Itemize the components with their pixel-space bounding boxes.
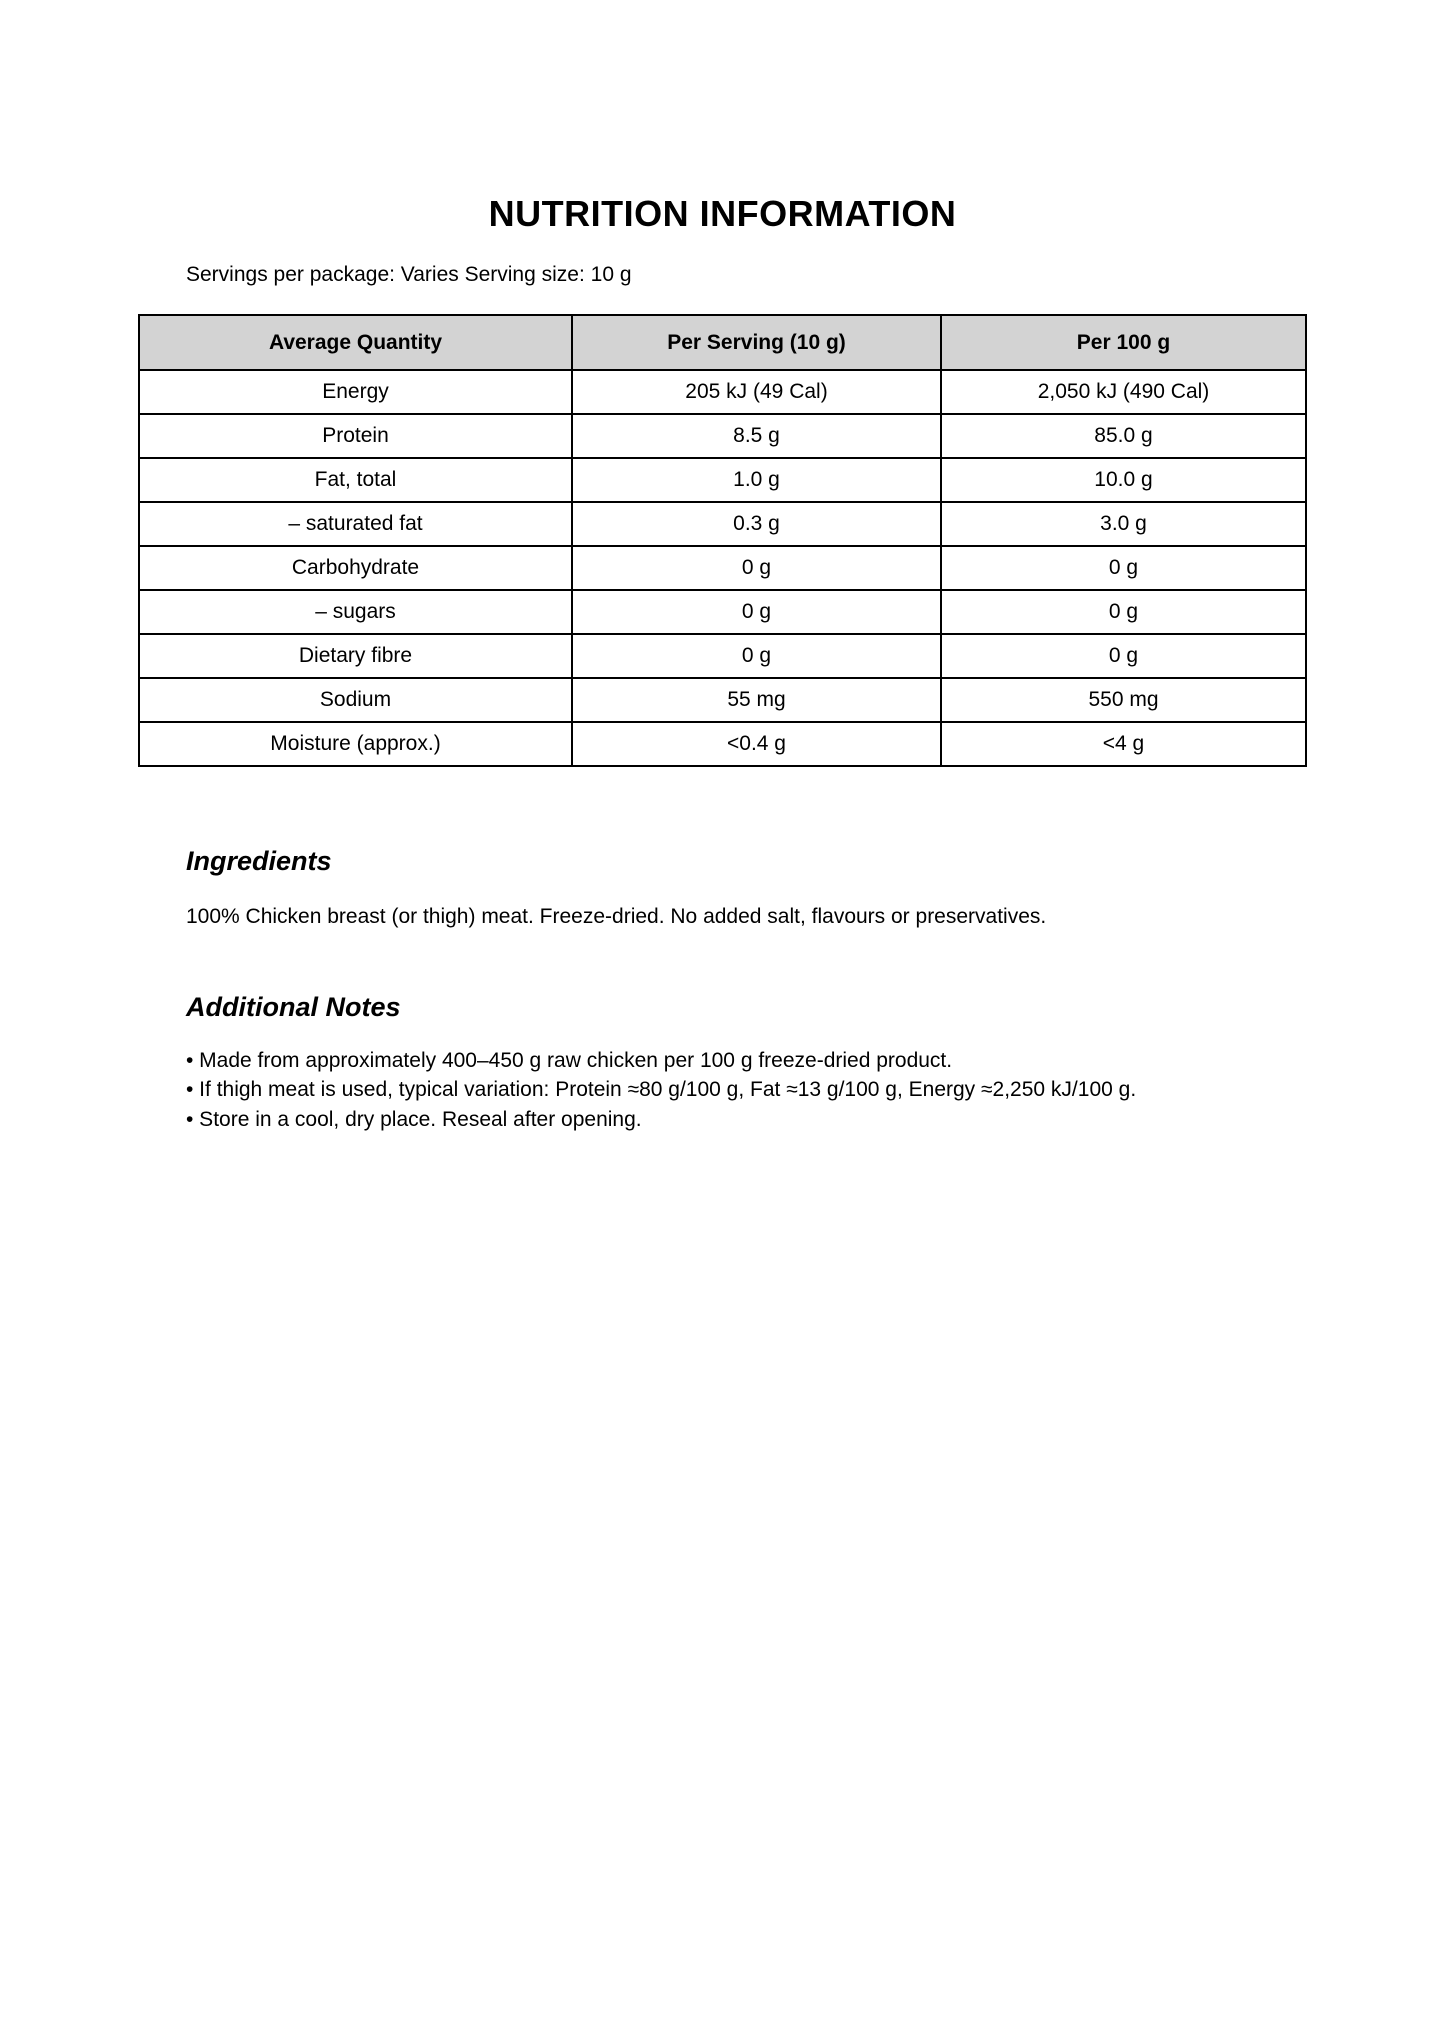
table-row-energy [139,370,1306,414]
cell-per-100g: 0 g [941,590,1306,634]
table-row-fat-total [139,458,1306,502]
cell-per-100g: 0 g [941,546,1306,590]
cell-per-100g: 85.0 g [941,414,1306,458]
row-label: Energy [139,370,572,414]
ingredients-text: 100% Chicken breast (or thigh) meat. Freeze-dried. No added salt, flavours or preservatives. [186,904,1047,928]
table-row-dietary-fibre [139,634,1306,678]
table-header-row [139,315,1306,370]
table-row-sugars [139,590,1306,634]
nutrition-table [138,314,1307,767]
cell-per-100g: 550 mg [941,678,1306,722]
row-label: – saturated fat [139,502,572,546]
row-label: Moisture (approx.) [139,722,572,766]
cell-per-100g: <4 g [941,722,1306,766]
note-item: • Store in a cool, dry place. Reseal after opening. [186,1107,642,1131]
row-label: Fat, total [139,458,572,502]
cell-per-serving: 205 kJ (49 Cal) [572,370,941,414]
cell-per-100g: 0 g [941,634,1306,678]
cell-per-100g: 3.0 g [941,502,1306,546]
table-row-sodium [139,678,1306,722]
header-average-quantity: Average Quantity [139,315,572,370]
cell-per-serving: <0.4 g [572,722,941,766]
row-label: Sodium [139,678,572,722]
cell-per-100g: 2,050 kJ (490 Cal) [941,370,1306,414]
row-label: Protein [139,414,572,458]
row-label: Dietary fibre [139,634,572,678]
header-per-100g: Per 100 g [941,315,1306,370]
header-per-serving: Per Serving (10 g) [572,315,941,370]
ingredients-heading: Ingredients [186,846,332,877]
note-item: • If thigh meat is used, typical variation: Protein ≈80 g/100 g, Fat ≈13 g/100 g, Energy ≈2,250 kJ/100 g. [186,1078,1137,1102]
row-label: Carbohydrate [139,546,572,590]
cell-per-100g: 10.0 g [941,458,1306,502]
table-row-moisture [139,722,1306,766]
additional-notes-list [186,1046,1231,1135]
table-row-protein [139,414,1306,458]
cell-per-serving: 1.0 g [572,458,941,502]
cell-per-serving: 0 g [572,634,941,678]
additional-notes-heading: Additional Notes [186,992,401,1023]
servings-line: Servings per package: Varies Serving size: 10 g [186,263,632,287]
row-label: – sugars [139,590,572,634]
cell-per-serving: 0 g [572,590,941,634]
cell-per-serving: 8.5 g [572,414,941,458]
page-title: NUTRITION INFORMATION [488,193,957,234]
cell-per-serving: 0.3 g [572,502,941,546]
cell-per-serving: 55 mg [572,678,941,722]
table-row-carbohydrate [139,546,1306,590]
note-item: • Made from approximately 400–450 g raw chicken per 100 g freeze-dried product. [186,1048,953,1072]
table-row-saturated-fat [139,502,1306,546]
cell-per-serving: 0 g [572,546,941,590]
